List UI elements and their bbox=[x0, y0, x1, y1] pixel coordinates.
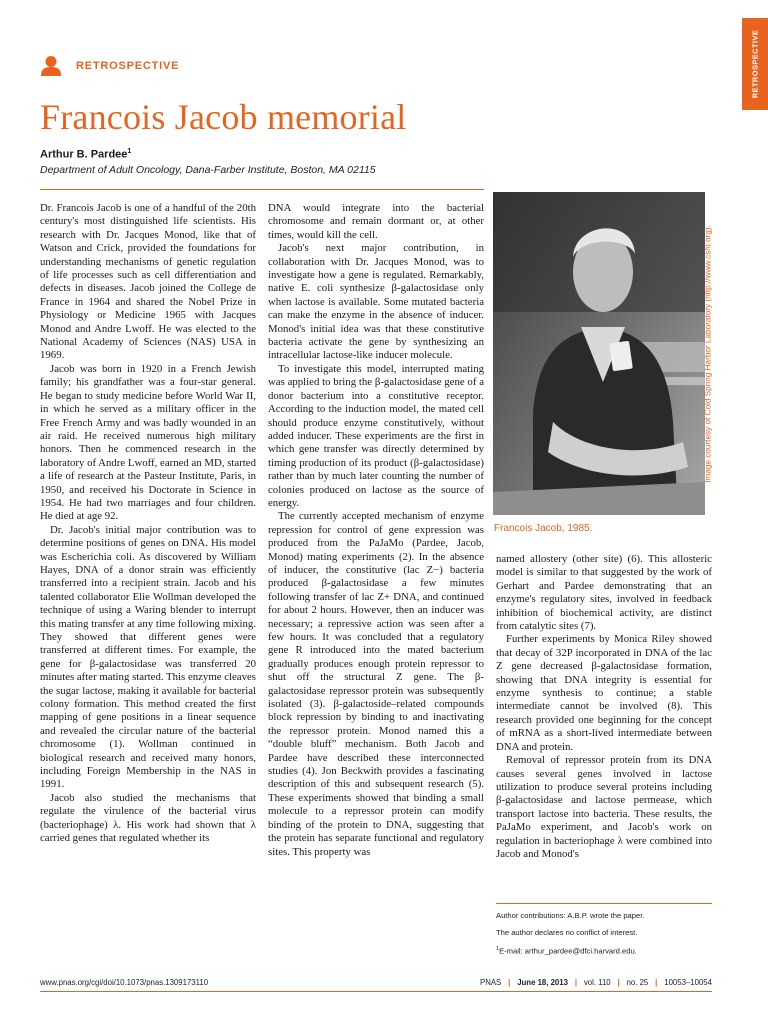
paragraph: Jacob's next major contribution, in collaboration with Dr. Jacques Monod, was to investigate how a gene is regulated. Remarkably, native E. coli synthesize β-galactosidase only when lactose is available. Some mutated bacteria can make the enzyme in the absence of inducer. Monod's initial idea was that these constitutive bacteria activate the gene by synthesizing an intracellular lactose-like inducer molecule. bbox=[268, 242, 484, 362]
author-sup: 1 bbox=[127, 148, 132, 155]
footnote-email bbox=[496, 944, 712, 957]
footnote-contributions: Author contributions: A.B.P. wrote the paper. bbox=[496, 911, 645, 920]
retrospective-side-tab bbox=[742, 18, 768, 110]
paragraph: Removal of repressor protein from its DNA causes several genes involved in lactose utilization to produce several proteins including β-galactosidase and lactose permease, which transport lactose into bacteria. These results, the PaJaMo experiment, and Jacob's work on regulation in bacteriophage λ were combined into Jacob and Monod's bbox=[496, 754, 712, 860]
section-header bbox=[40, 54, 179, 78]
footer-pages: 10053–10054 bbox=[664, 978, 712, 987]
footer-separator: | bbox=[655, 978, 658, 987]
paragraph: Dr. Jacob's initial major contribution was to determine positions of genes on DNA. His model was Escherichia coli. As discovered by William Hayes, DNA of a donor strain was efficiently transferred into a recipient strain. Jacob and his talented collaborator Elie Wollman developed the technique of using a Waring blender to interrupt this mating transfer at any time following mixing. They showed that different genes were transferred at different times. For example, the gene for β-galactosidase was transferred 20 minutes after mating started. This enzyme cleaves the sugar lactose, making it available for bacterial colony formation. This method created the first mapping of gene positions in a linear sequence and revealed the circular nature of the bacterial chromosome (1). Wollman continued in biological research and received many honors, including Foreign Membership in the NAS in 1991. bbox=[40, 523, 256, 791]
image-caption: Francois Jacob, 1985. bbox=[494, 523, 593, 534]
paragraph: To investigate this model, interrupted mating was applied to bring the β-galactosidase gene of a donor bacterium into a constitutive receptor. According to the induction model, the mated cell should produce enzyme constitutively, without added inducer. These experiments are the first in which gene transfer was directly determined by timing production of its product (β-galactosidase) rather than by much later counting the number of colonies produced on lactose as the source of energy. bbox=[268, 362, 484, 509]
body-column-1 bbox=[40, 202, 256, 932]
footnote-email-sup: 1 bbox=[496, 946, 500, 952]
footer-separator: | bbox=[574, 978, 577, 987]
image-credit bbox=[701, 192, 715, 515]
footer-date: June 18, 2013 bbox=[517, 978, 568, 987]
side-tab-label: RETROSPECTIVE bbox=[750, 29, 760, 99]
body-column-2 bbox=[268, 202, 484, 947]
footer-separator: | bbox=[508, 978, 511, 987]
author-name bbox=[40, 148, 131, 161]
paragraph: Dr. Francois Jacob is one of a handful of the 20th century's most distinguished life scientists. His research with Dr. Jacques Monod, like that of Watson and Crick, provided the foundations for understanding mechanisms of genetic regulation of life processes such as cell differentiation and defects in diseases. Jacob joined the College de France in 1964 and shared the Nobel Prize in Physiology or Medicine 1965 with Jacques Monod and Andre Lwoff. He was elected to the National Academy of Sciences (NAS) USA in 1969. bbox=[40, 202, 256, 362]
paragraph: The currently accepted mechanism of enzyme repression for control of gene expression was produced from the PaJaMo (Pardee, Jacob, Monod) mating experiments (2). In the absence of inducer, the constitutive (lac Z−) bacteria produced β-galactosidase a few minutes following transfer of lac Z+ DNA, and continued for about 2 hours. However, then an inducer was necessary; a repressive action was seen after a few hours. It was concluded that a regulatory gene R introduced into the mated bacterium gradually produces enough protein repressor to shut off the structural Z gene. The β-galactosidase repressor protein was subsequently isolated (3). β-galactoside–related compounds block repression by binding to and inactivating the repressor protein. Monod named this a “double bluff” mechanism. Both Jacob and Pardee have described these interconnected studies (4). Jon Beckwith provides a fascinating description of this and subsequent research (5). These experiments showed that binding a small molecule to a repressor protein can modify binding of the protein to DNA, suggesting that the protein has separate functional and regulatory sites. This property was bbox=[268, 510, 484, 858]
portrait-illustration bbox=[493, 192, 705, 515]
body-column-3 bbox=[496, 553, 712, 893]
paragraph: DNA would integrate into the bacterial chromosome and remain dormant or, at other times, would kill the cell. bbox=[268, 202, 484, 241]
footer-citation bbox=[480, 978, 712, 987]
footer-journal: PNAS bbox=[480, 978, 502, 987]
paragraph: Further experiments by Monica Riley showed that decay of 32P incorporated in DNA of the lac Z gene decreased β-galactosidase formation, showing that DNA integrity is essential for enzyme synthesis to continue; a stable intermediate cannot be involved (8). This research provided one beginning for the concept of mRNA as a short-lived intermediate between DNA and protein. bbox=[496, 633, 712, 753]
image-credit-text: Image courtesy of Cold Spring Harbor Laboratory (http://www.cshl.org). bbox=[703, 224, 713, 483]
section-label: RETROSPECTIVE bbox=[76, 60, 180, 72]
author-name-text: Arthur B. Pardee bbox=[40, 148, 128, 161]
footnote-email-text: E-mail: arthur_pardee@dfci.harvard.edu. bbox=[499, 946, 637, 956]
footer-issue: no. 25 bbox=[626, 978, 649, 987]
paragraph: Jacob was born in 1920 in a French Jewish family; his grandfather was a four-star general. He began to study medicine before World War II, in which he served as a military officer in the Free French Army and was badly wounded in an air raid. He received numerous high military honors. Then he commenced research in the laboratory of Andre Lwoff, earned an MD, started a life of research at the Pasteur Institute, Paris, in 1950, and received his Doctorate in Science in 1954. He had two marriages and four children. He died at age 92. bbox=[40, 362, 256, 523]
paragraph: Jacob also studied the mechanisms that regulate the virulence of the bacterial virus (bacteriophage) λ. His work had shown that λ carried genes that regulated whether its bbox=[40, 791, 256, 845]
paragraph: named allostery (other site) (6). This allosteric model is similar to that suggested by the work of Gerhart and Pardee demonstrating that an enzyme's regulatory sites, involved in feedback inhibition of biochemical activity, are distinct from catalytic sites (7). bbox=[496, 553, 712, 633]
header-divider bbox=[40, 189, 484, 190]
footer-volume: vol. 110 bbox=[583, 978, 611, 987]
affiliation: Department of Adult Oncology, Dana-Farber Institute, Boston, MA 02115 bbox=[40, 164, 376, 176]
footer-separator: | bbox=[617, 978, 620, 987]
footnote-conflict: The author declares no conflict of interest. bbox=[496, 928, 638, 937]
portrait-photo bbox=[493, 192, 705, 515]
person-icon bbox=[40, 55, 62, 77]
article-title: Francois Jacob memorial bbox=[40, 97, 407, 137]
footer-doi: www.pnas.org/cgi/doi/10.1073/pnas.1309173110 bbox=[40, 978, 209, 987]
footnotes bbox=[496, 910, 712, 963]
footer-divider bbox=[40, 991, 712, 992]
footnote-divider bbox=[496, 903, 712, 904]
